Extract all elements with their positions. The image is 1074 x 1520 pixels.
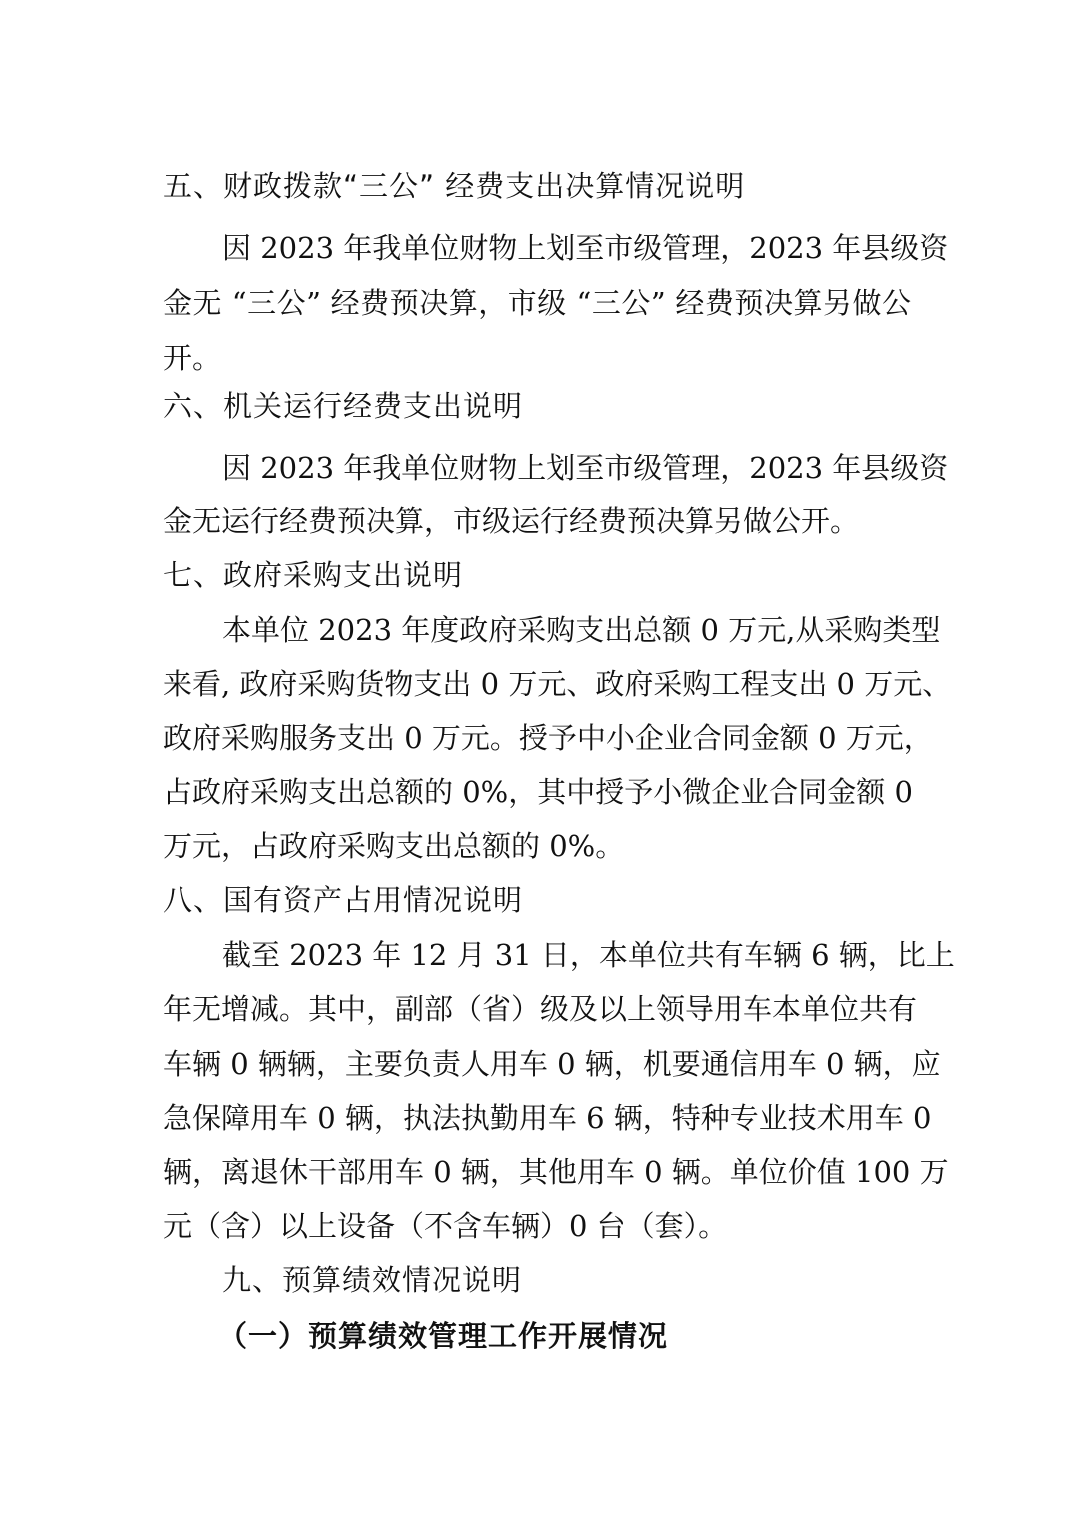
- paragraph-line: 元（含）以上设备（不含车辆）0 台（套）。: [163, 1209, 728, 1243]
- paragraph-line: 来看, 政府采购货物支出 0 万元、政府采购工程支出 0 万元、: [163, 667, 952, 701]
- paragraph-line: 占政府采购支出总额的 0%，其中授予小微企业合同金额 0: [163, 775, 913, 809]
- paragraph-line: 万元，占政府采购支出总额的 0%。: [163, 829, 625, 863]
- paragraph-line: 车辆 0 辆辆，主要负责人用车 0 辆，机要通信用车 0 辆，应: [163, 1047, 941, 1081]
- paragraph-line: 本单位 2023 年度政府采购支出总额 0 万元,从采购类型: [222, 613, 941, 647]
- section-heading-9: 九、预算绩效情况说明: [222, 1263, 523, 1297]
- paragraph-line: 金无 “三公” 经费预决算，市级 “三公” 经费预决算另做公: [163, 286, 911, 320]
- section-heading-6: 六、机关运行经费支出说明: [163, 389, 524, 423]
- section-heading-8: 八、国有资产占用情况说明: [163, 883, 524, 917]
- paragraph-line: 因 2023 年我单位财物上划至市级管理，2023 年县级资: [222, 231, 949, 265]
- section-heading-5: 五、财政拨款“三公” 经费支出决算情况说明: [163, 169, 746, 203]
- paragraph-line: 因 2023 年我单位财物上划至市级管理，2023 年县级资: [222, 451, 949, 485]
- section-heading-7: 七、政府采购支出说明: [163, 558, 464, 592]
- paragraph-line: 截至 2023 年 12 月 31 日，本单位共有车辆 6 辆，比上: [222, 938, 955, 972]
- paragraph-line: 辆，离退休干部用车 0 辆，其他用车 0 辆。单位价值 100 万: [163, 1155, 949, 1189]
- paragraph-line: 开。: [163, 341, 222, 375]
- paragraph-line: 政府采购服务支出 0 万元。授予中小企业合同金额 0 万元，: [163, 721, 933, 755]
- paragraph-line: 急保障用车 0 辆，执法执勤用车 6 辆，特种专业技术用车 0: [163, 1101, 932, 1135]
- subsection-heading: （一）预算绩效管理工作开展情况: [218, 1319, 669, 1353]
- paragraph-line: 金无运行经费预决算，市级运行经费预决算另做公开。: [163, 504, 860, 538]
- paragraph-line: 年无增减。其中，副部（省）级及以上领导用车本单位共有: [163, 992, 918, 1026]
